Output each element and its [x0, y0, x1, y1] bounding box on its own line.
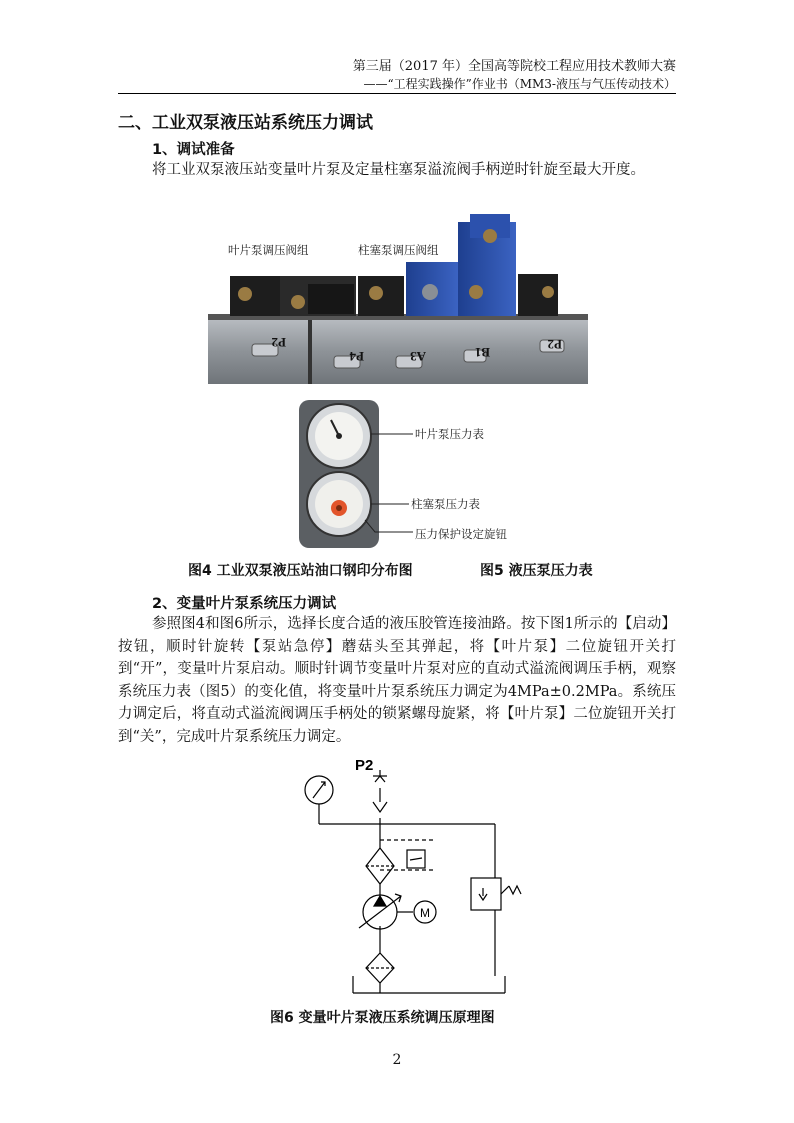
page-number: 2	[392, 1052, 402, 1068]
paragraph-vane-pump: 参照图4和图6所示，选择长度合适的液压胶管连接油路。按下图1所示的【启动】按钮，顺时针旋转【泵站急停】蘑菇头至其弹起，将【叶片泵】二位旋钮开关打到“开”，变量叶片泵启动。顺时针调节变量叶片泵对应的直动式溢流阀调压手柄，观察系统压力表（图5）的变化值，将变量叶片泵系统压力调定为4MPa±0.2MPa。系统压力调定后，将直动式溢流阀调压手柄处的锁紧螺母旋紧，将【叶片泵】二位旋钮开关打到“关”，完成叶片泵系统压力调定。	[118, 616, 676, 745]
label-piston-gauge: 柱塞泵压力表	[411, 499, 480, 511]
subsection-title-vane-pump: 2、变量叶片泵系统压力调试	[152, 596, 337, 612]
label-vane-valve-group: 叶片泵调压阀组	[228, 245, 309, 257]
paragraph-prep: 将工业双泵液压站变量叶片泵及定量柱塞泵溢流阀手柄逆时针旋至最大开度。	[152, 162, 645, 178]
valve-manifold-photo	[208, 214, 588, 384]
port-stamp-b1: B1	[474, 345, 490, 360]
label-vane-gauge: 叶片泵压力表	[415, 429, 484, 441]
schematic-port-p2: P2	[355, 757, 374, 774]
caption-figure-4: 图4 工业双泵液压站油口钢印分布图	[188, 563, 413, 579]
port-stamp-p2-right: P2	[547, 337, 562, 352]
schematic-motor-label: M	[420, 906, 430, 920]
header-subtitle: ——“工程实践操作”作业书（MM3-液压与气压传动技术）	[363, 77, 676, 91]
label-piston-valve-group: 柱塞泵调压阀组	[358, 245, 439, 257]
section-title: 二、工业双泵液压站系统压力调试	[118, 113, 373, 133]
caption-figure-6: 图6 变量叶片泵液压系统调压原理图	[270, 1010, 495, 1026]
caption-figure-5: 图5 液压泵压力表	[480, 563, 593, 579]
header-title: 第三届（2017 年）全国高等院校工程应用技术教师大赛	[352, 59, 676, 74]
pressure-gauge-photo	[295, 400, 510, 548]
label-pressure-knob: 压力保护设定旋钮	[415, 529, 507, 541]
port-stamp-a3: A3	[410, 349, 426, 364]
port-stamp-p4: P4	[349, 349, 364, 364]
port-stamp-p2-left: P2	[271, 335, 286, 350]
subsection-title-prep: 1、调试准备	[152, 142, 235, 158]
header-rule	[118, 93, 676, 94]
hydraulic-schematic	[295, 748, 530, 998]
